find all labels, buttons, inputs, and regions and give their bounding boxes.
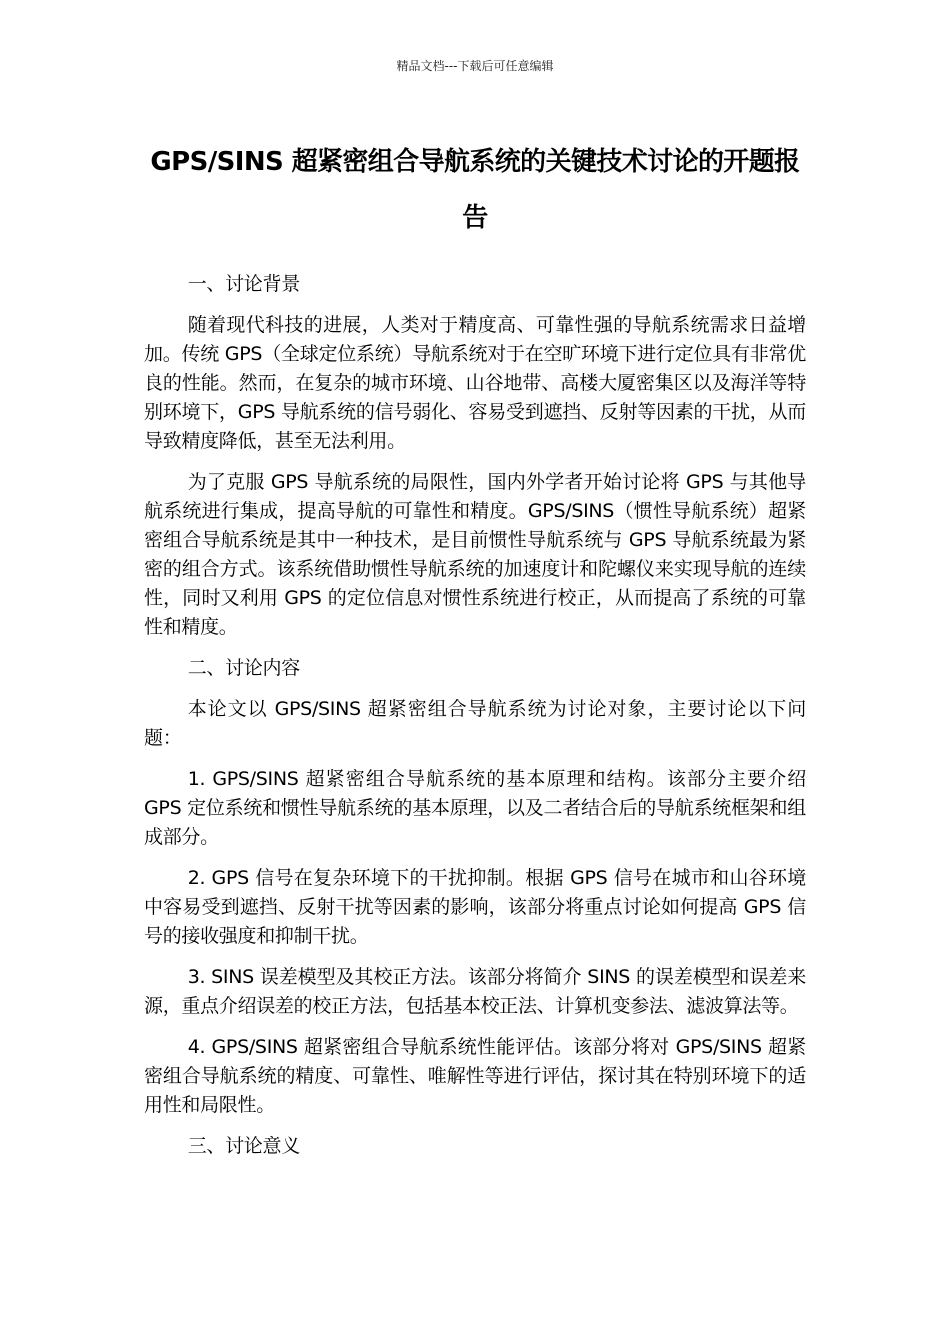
section-heading-significance: 三、讨论意义 (187, 1135, 300, 1157)
header-note: 精品文档---下载后可任意编辑 (396, 59, 554, 73)
document-title: GPS/SINS 超紧密组合导航系统的关键技术讨论的开题报告 (150, 147, 800, 233)
paragraph-background-1: 随着现代科技的进展，人类对于精度高、可靠性强的导航系统需求日益增加。传统 GPS（全球定位系统）导航系统对于在空旷环境下进行定位具有非常优良的性能。然而，在复杂的城市环境、山谷地带、高楼大厦密集区以及海洋等特别环境下，GPS 导航系统的信号弱化、容易受到遮挡、反射等因素的干扰，从而导致精度降低，甚至无法利用。 (144, 314, 806, 452)
paragraph-content-intro: 本论文以 GPS/SINS 超紧密组合导航系统为讨论对象，主要讨论以下问题： (144, 698, 806, 749)
paragraph-content-item-1: 1. GPS/SINS 超紧密组合导航系统的基本原理和结构。该部分主要介绍 GPS 定位系统和惯性导航系统的基本原理，以及二者结合后的导航系统框架和组成部分。 (144, 768, 806, 848)
document-body (144, 270, 806, 1173)
paragraph-content-item-4: 4. GPS/SINS 超紧密组合导航系统性能评估。该部分将对 GPS/SINS 超紧密组合导航系统的精度、可靠性、唯解性等进行评估，探讨其在特别环境下的适用性和局限性。 (144, 1036, 806, 1116)
paragraph-content-item-3: 3. SINS 误差模型及其校正方法。该部分将简介 SINS 的误差模型和误差来源，重点介绍误差的校正方法，包括基本校正法、计算机变参法、滤波算法等。 (144, 966, 806, 1017)
section-heading-background: 一、讨论背景 (187, 273, 300, 295)
paragraph-background-2: 为了克服 GPS 导航系统的局限性，国内外学者开始讨论将 GPS 与其他导航系统进行集成，提高导航的可靠性和精度。GPS/SINS（惯性导航系统）超紧密组合导航系统是其中一种技术，是目前惯性导航系统与 GPS 导航系统最为紧密的组合方式。该系统借助惯性导航系统的加速度计和陀螺仪来实现导航的连续性，同时又利用 GPS 的定位信息对惯性系统进行校正，从而提高了系统的可靠性和精度。 (144, 471, 806, 638)
paragraph-content-item-2: 2. GPS 信号在复杂环境下的干扰抑制。根据 GPS 信号在城市和山谷环境中容易受到遮挡、反射干扰等因素的影响，该部分将重点讨论如何提高 GPS 信号的接收强度和抑制干扰。 (144, 867, 806, 947)
section-heading-content: 二、讨论内容 (187, 657, 300, 679)
